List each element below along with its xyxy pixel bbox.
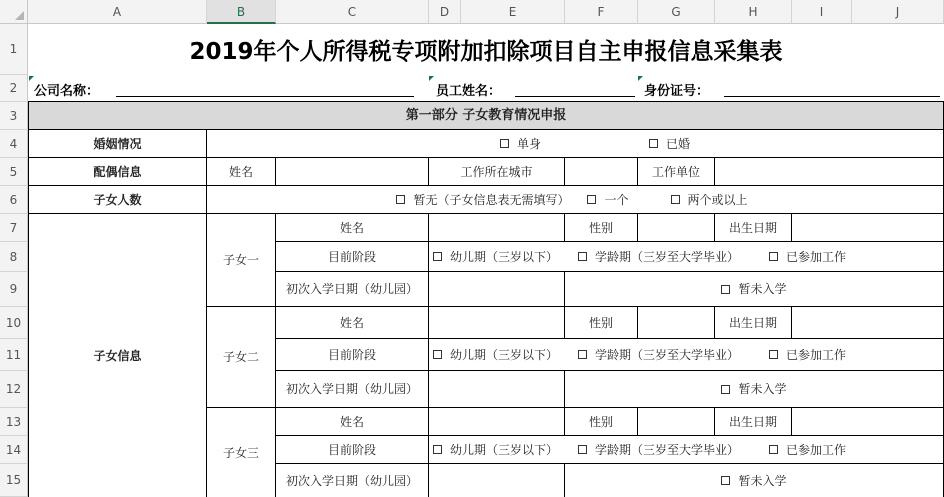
not-enrolled-cell[interactable]	[565, 272, 944, 307]
checkbox-icon[interactable]	[671, 195, 680, 204]
working-option[interactable]: 已参加工作	[769, 442, 846, 458]
child-gender-input[interactable]	[638, 214, 715, 242]
checkbox-icon[interactable]	[433, 445, 442, 454]
column-header-f[interactable]: F	[565, 0, 638, 24]
column-header-g[interactable]: G	[638, 0, 715, 24]
child-name-input[interactable]	[429, 307, 565, 339]
children-count-label: 子女人数	[29, 186, 207, 214]
child-birth-input[interactable]	[792, 214, 944, 242]
employee-name-field[interactable]	[515, 96, 635, 97]
spouse-info-label: 配偶信息	[29, 158, 207, 186]
row-header-13[interactable]: 13	[0, 408, 28, 436]
checkbox-icon[interactable]	[721, 285, 730, 294]
checkbox-icon[interactable]	[587, 195, 596, 204]
checkbox-icon[interactable]	[721, 385, 730, 394]
child-stage-label: 目前阶段	[276, 436, 429, 464]
checkbox-icon[interactable]	[649, 139, 658, 148]
child-name-input[interactable]	[429, 408, 565, 436]
row-header-6[interactable]: 6	[0, 186, 28, 214]
not-enrolled-option[interactable]: 暂未入学	[721, 473, 786, 489]
spouse-employer-label: 工作单位	[638, 158, 715, 186]
single-option[interactable]: 单身	[500, 136, 541, 152]
child-two-label: 子女二	[207, 307, 276, 408]
company-name-field[interactable]	[116, 96, 414, 97]
school-age-option[interactable]: 学龄期（三岁至大学毕业）	[578, 249, 739, 265]
row-header-9[interactable]: 9	[0, 272, 28, 307]
child-stage-label: 目前阶段	[276, 242, 429, 272]
child-gender-input[interactable]	[638, 307, 715, 339]
no-children-option[interactable]: 暂无（子女信息表无需填写）	[396, 192, 569, 208]
column-header-c[interactable]: C	[276, 0, 429, 24]
child-three-label: 子女三	[207, 408, 276, 497]
row-header-12[interactable]: 12	[0, 371, 28, 408]
child-name-input[interactable]	[429, 214, 565, 242]
checkbox-icon[interactable]	[578, 350, 587, 359]
one-child-option[interactable]: 一个	[587, 192, 628, 208]
first-enroll-input[interactable]	[429, 464, 565, 497]
comment-marker	[429, 76, 434, 81]
first-enroll-input[interactable]	[429, 371, 565, 408]
child-stage-options[interactable]	[429, 242, 944, 272]
kindergarten-option[interactable]: 幼儿期（三岁以下）	[433, 249, 558, 265]
first-enroll-label: 初次入学日期（幼儿园）	[276, 272, 429, 307]
row-header-14[interactable]: 14	[0, 436, 28, 464]
spouse-city-label: 工作所在城市	[429, 158, 565, 186]
page-title[interactable]: 2019年个人所得税专项附加扣除项目自主申报信息采集表	[189, 39, 783, 65]
not-enrolled-option[interactable]: 暂未入学	[721, 281, 786, 297]
column-header-j[interactable]: J	[852, 0, 944, 24]
spouse-name-input[interactable]	[276, 158, 429, 186]
kindergarten-option[interactable]: 幼儿期（三岁以下）	[433, 347, 558, 363]
child-birth-label: 出生日期	[715, 214, 792, 242]
comment-marker	[638, 76, 643, 81]
id-number-label: 身份证号：	[644, 83, 710, 99]
child-gender-label: 性别	[565, 214, 638, 242]
spouse-name-label: 姓名	[207, 158, 276, 186]
school-age-option[interactable]: 学龄期（三岁至大学毕业）	[578, 442, 739, 458]
company-name-label: 公司名称：	[34, 83, 100, 99]
child-stage-options[interactable]	[429, 339, 944, 371]
column-header-i[interactable]: I	[792, 0, 852, 24]
child-birth-input[interactable]	[792, 408, 944, 436]
id-number-field[interactable]	[724, 96, 940, 97]
column-header-d[interactable]: D	[429, 0, 461, 24]
two-plus-children-option[interactable]: 两个或以上	[671, 192, 748, 208]
not-enrolled-option[interactable]: 暂未入学	[721, 381, 786, 397]
child-gender-label: 性别	[565, 408, 638, 436]
row-header-8[interactable]: 8	[0, 242, 28, 272]
children-info-label: 子女信息	[29, 214, 207, 497]
checkbox-icon[interactable]	[433, 252, 442, 261]
children-count-cell[interactable]	[207, 186, 944, 214]
column-header-e[interactable]: E	[461, 0, 565, 24]
child-stage-options[interactable]	[429, 436, 944, 464]
marital-status-label: 婚姻情况	[29, 130, 207, 158]
spouse-employer-input[interactable]	[715, 158, 944, 186]
checkbox-icon[interactable]	[578, 445, 587, 454]
child-one-label: 子女一	[207, 214, 276, 307]
checkbox-icon[interactable]	[769, 445, 778, 454]
column-header-b[interactable]: B	[207, 0, 276, 24]
married-option[interactable]: 已婚	[649, 136, 690, 152]
working-option[interactable]: 已参加工作	[769, 249, 846, 265]
checkbox-icon[interactable]	[721, 476, 730, 485]
child-name-label: 姓名	[276, 214, 429, 242]
checkbox-icon[interactable]	[769, 350, 778, 359]
column-header-a[interactable]: A	[28, 0, 207, 24]
row-header-4[interactable]: 4	[0, 130, 28, 158]
row-header-15[interactable]: 15	[0, 464, 28, 497]
select-all-corner[interactable]	[0, 0, 28, 24]
row-header-3[interactable]: 3	[0, 102, 28, 130]
working-option[interactable]: 已参加工作	[769, 347, 846, 363]
row-header-1[interactable]: 1	[0, 24, 28, 75]
child-gender-label: 性别	[565, 307, 638, 339]
child-name-label: 姓名	[276, 307, 429, 339]
first-enroll-label: 初次入学日期（幼儿园）	[276, 371, 429, 408]
child-birth-label: 出生日期	[715, 307, 792, 339]
not-enrolled-cell[interactable]	[565, 464, 944, 497]
employee-name-label: 员工姓名：	[436, 83, 502, 99]
checkbox-icon[interactable]	[769, 252, 778, 261]
school-age-option[interactable]: 学龄期（三岁至大学毕业）	[578, 347, 739, 363]
checkbox-icon[interactable]	[396, 195, 405, 204]
child-gender-input[interactable]	[638, 408, 715, 436]
marital-status-cell[interactable]	[207, 130, 944, 158]
row-header-5[interactable]: 5	[0, 158, 28, 186]
row-header-11[interactable]: 11	[0, 339, 28, 371]
checkbox-icon[interactable]	[578, 252, 587, 261]
row-header-10[interactable]: 10	[0, 307, 28, 339]
row-header-7[interactable]: 7	[0, 214, 28, 242]
column-header-h[interactable]: H	[715, 0, 792, 24]
first-enroll-label: 初次入学日期（幼儿园）	[276, 464, 429, 497]
spouse-city-input[interactable]	[565, 158, 638, 186]
checkbox-icon[interactable]	[500, 139, 509, 148]
not-enrolled-cell[interactable]	[565, 371, 944, 408]
checkbox-icon[interactable]	[433, 350, 442, 359]
first-enroll-input[interactable]	[429, 272, 565, 307]
child-birth-label: 出生日期	[715, 408, 792, 436]
child-name-label: 姓名	[276, 408, 429, 436]
section-header[interactable]: 第一部分 子女教育情况申报	[29, 102, 944, 130]
row-header-2[interactable]: 2	[0, 75, 28, 102]
child-stage-label: 目前阶段	[276, 339, 429, 371]
child-birth-input[interactable]	[792, 307, 944, 339]
kindergarten-option[interactable]: 幼儿期（三岁以下）	[433, 442, 558, 458]
